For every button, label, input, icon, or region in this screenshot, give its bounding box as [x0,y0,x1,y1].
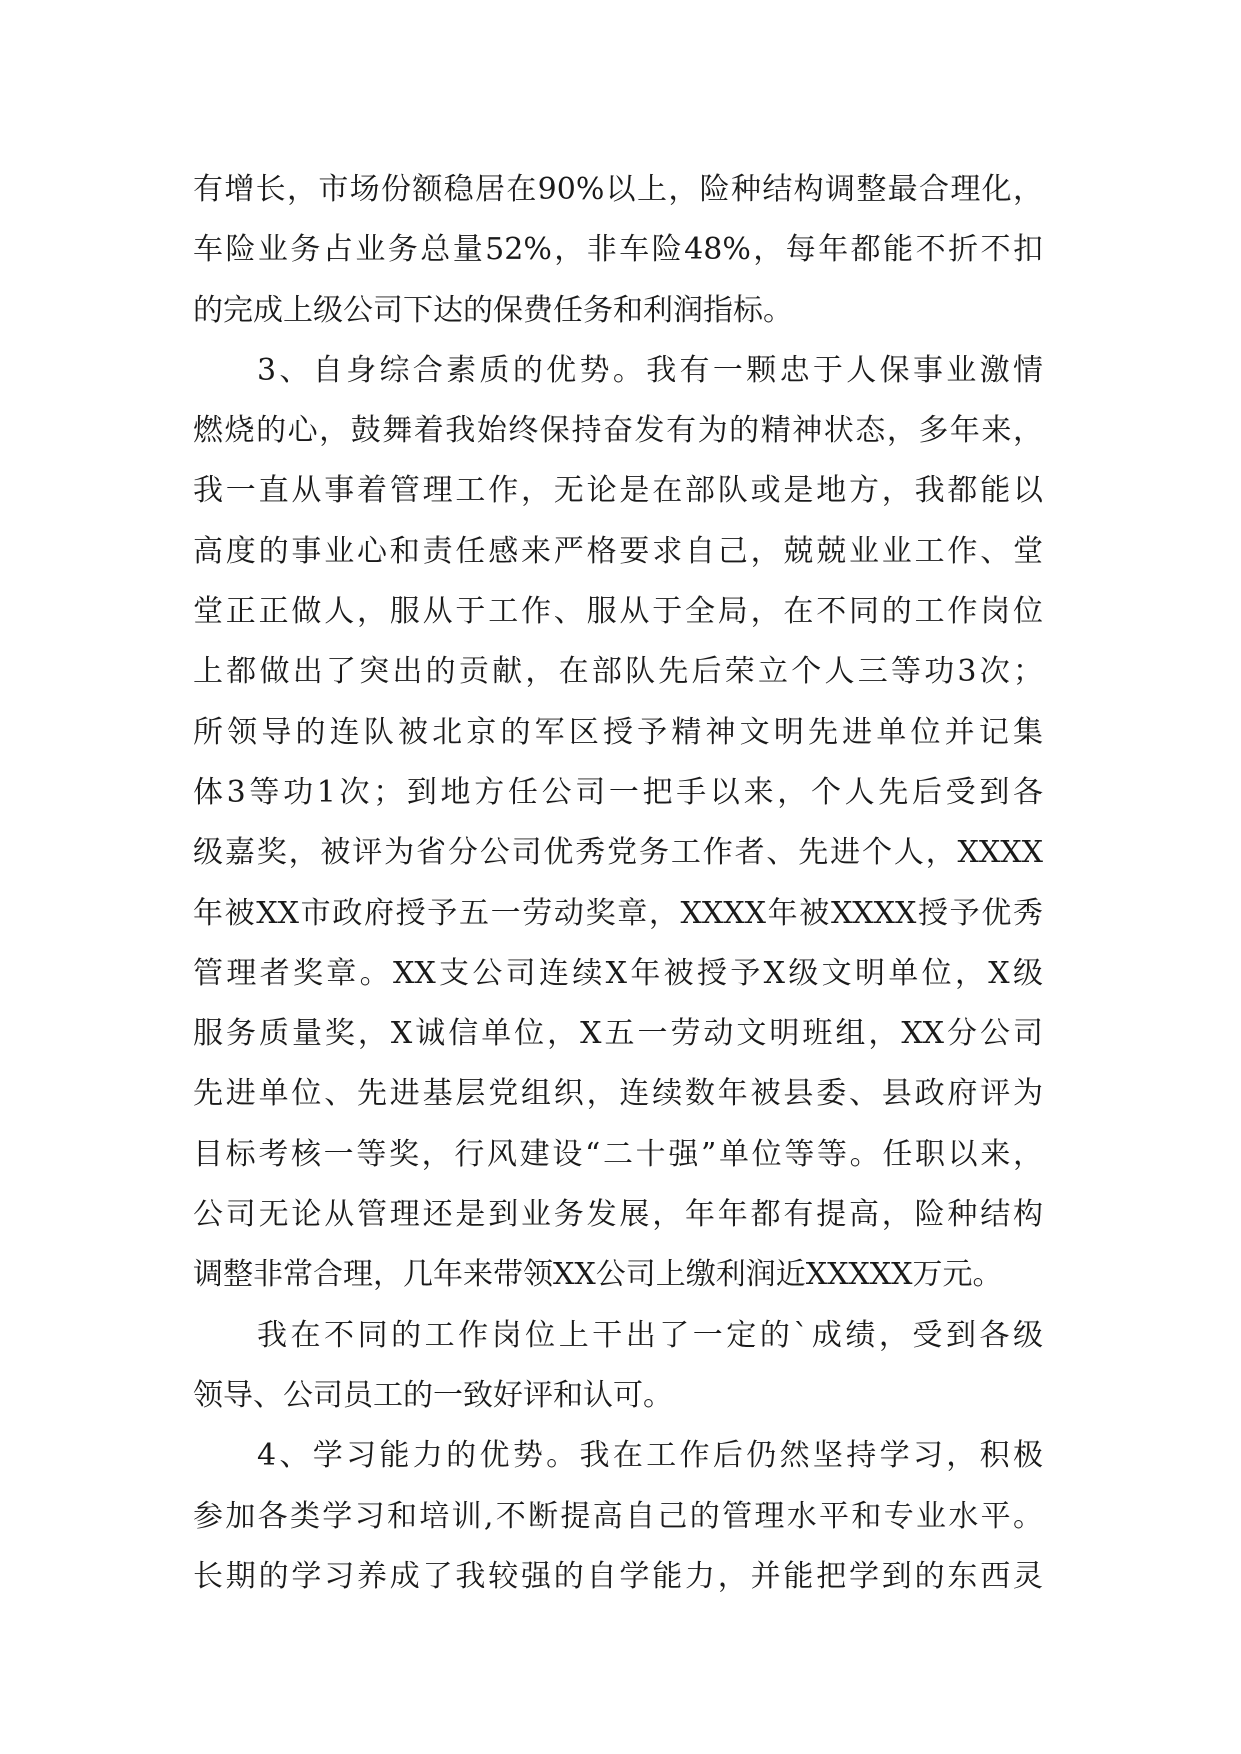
text-line: 公司无论从管理还是到业务发展，年年都有提高，险种结构 [193,1197,1043,1233]
text-line: 目标考核一等奖，行风建设“二十强”单位等等。任职以来， [193,1136,1043,1172]
text-line: 的完成上级公司下达的保费任务和利润指标。 [193,292,793,328]
paragraph [193,160,1043,341]
text-line: 所领导的连队被北京的军区授予精神文明先进单位并记集 [193,714,1043,750]
text-line: 我一直从事着管理工作，无论是在部队或是地方，我都能以 [193,473,1043,509]
text-line: 参加各类学习和培训,不断提高自己的管理水平和专业水平。 [193,1498,1043,1534]
text-line: 管理者奖章。XX支公司连续X年被授予X级文明单位，X级 [193,955,1043,991]
text-line: 我在不同的工作岗位上干出了一定的`成绩，受到各级 [257,1317,1043,1353]
text-line: 4、学习能力的优势。我在工作后仍然坚持学习，积极 [257,1438,1043,1474]
text-line: 级嘉奖，被评为省分公司优秀党务工作者、先进个人，XXXX [193,835,1043,871]
text-line: 领导、公司员工的一致好评和认可。 [193,1377,673,1413]
text-line: 3、自身综合素质的优势。我有一颗忠于人保事业激情 [257,352,1043,388]
paragraph [193,1306,1043,1427]
document-body [193,160,1043,1607]
text-line: 年被XX市政府授予五一劳动奖章，XXXX年被XXXX授予优秀 [193,895,1043,931]
text-line: 堂正正做人，服从于工作、服从于全局，在不同的工作岗位 [193,594,1043,630]
text-line: 上都做出了突出的贡献，在部队先后荣立个人三等功3次； [193,654,1043,690]
text-line: 有增长，市场份额稳居在90%以上，险种结构调整最合理化， [193,172,1043,207]
text-line: 服务质量奖，X诚信单位，X五一劳动文明班组，XX分公司 [193,1016,1043,1052]
text-line: 车险业务占业务总量52%，非车险48%，每年都能不折不扣 [193,232,1043,268]
text-line: 先进单位、先进基层党组织，连续数年被县委、县政府评为 [193,1076,1043,1112]
paragraph [193,1426,1043,1607]
text-line: 调整非常合理，几年来带领XX公司上缴利润近XXXXX万元。 [193,1257,1003,1293]
paragraph [193,341,1043,1306]
text-line: 高度的事业心和责任感来严格要求自己，兢兢业业工作、堂 [193,533,1043,569]
text-line: 燃烧的心，鼓舞着我始终保持奋发有为的精神状态，多年来， [193,413,1043,449]
text-line: 长期的学习养成了我较强的自学能力，并能把学到的东西灵 [193,1558,1043,1594]
text-line: 体3等功1次；到地方任公司一把手以来，个人先后受到各 [193,774,1043,810]
